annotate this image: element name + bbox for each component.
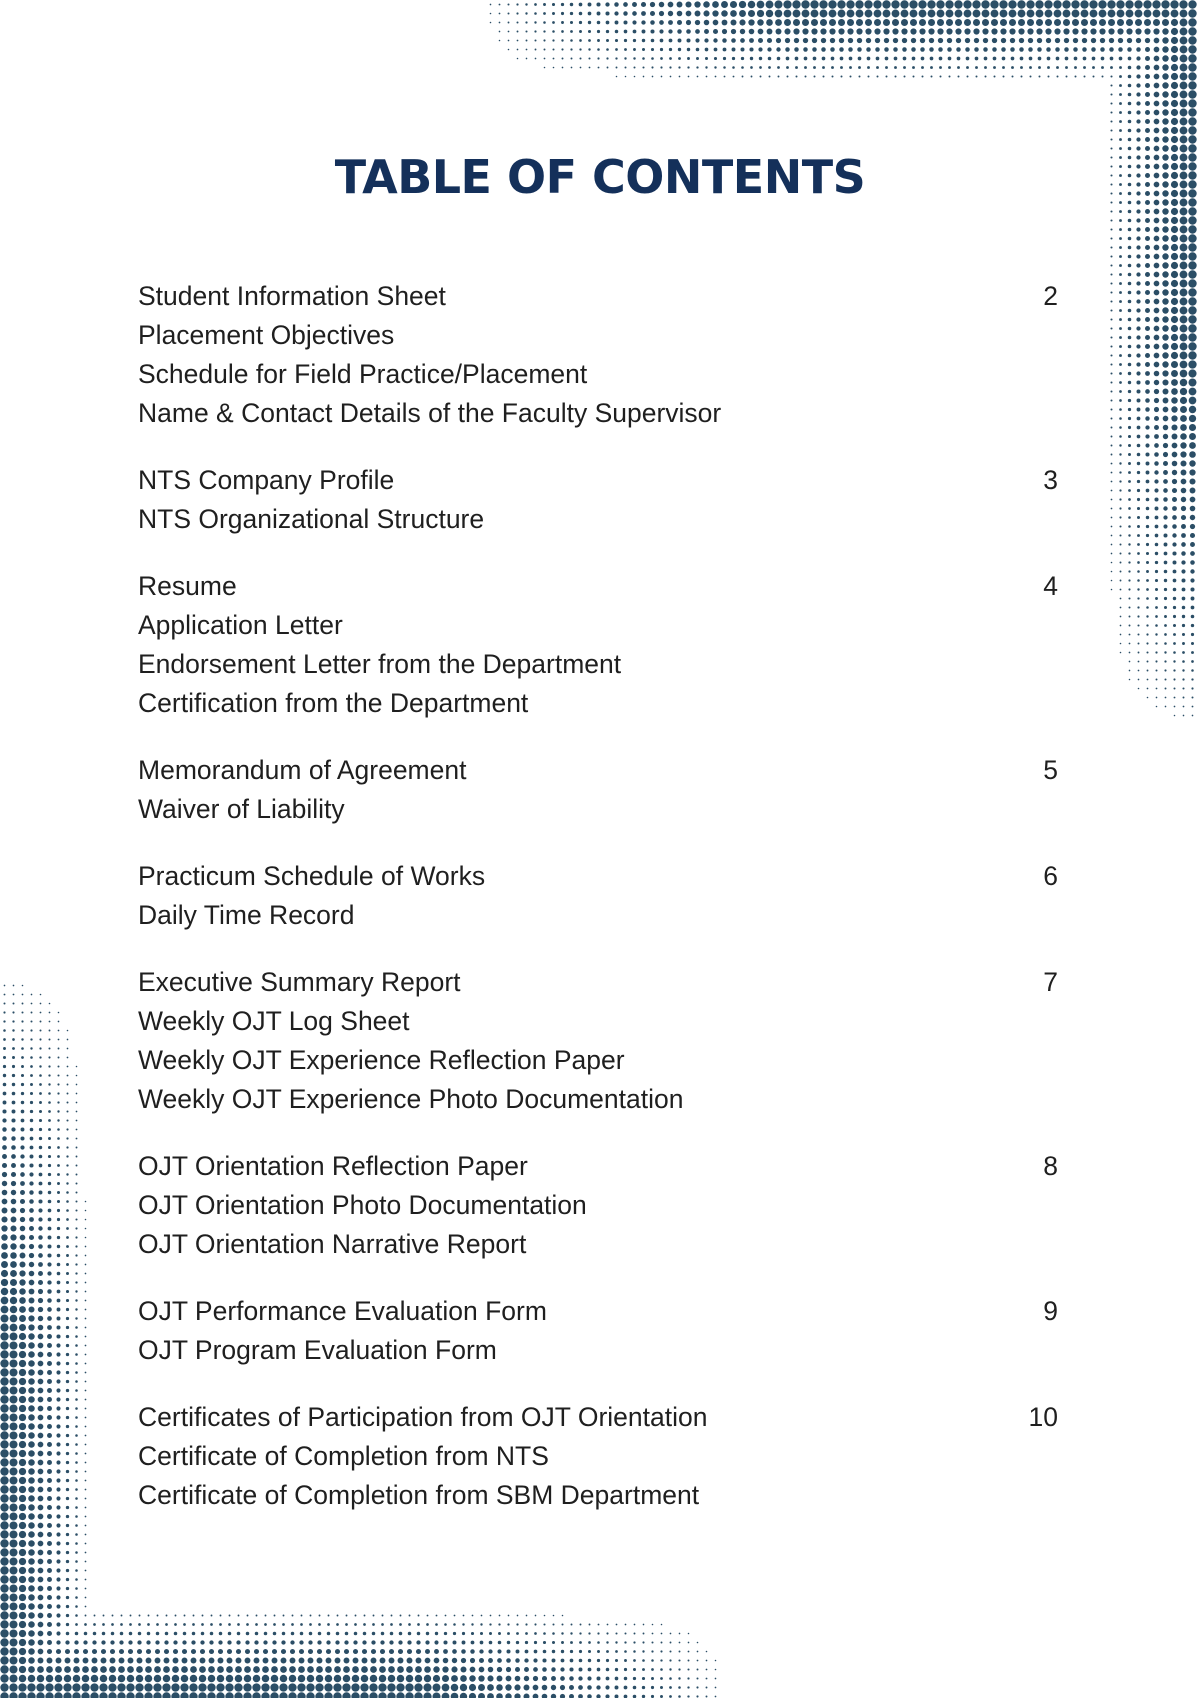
toc-entry[interactable]: Weekly OJT Experience Reflection Paper [138,1045,625,1075]
toc-entry[interactable]: Certificate of Completion from SBM Department [138,1480,700,1510]
toc-entry[interactable]: OJT Orientation Reflection Paper [138,1151,528,1181]
toc-page-number: 3 [1043,465,1058,495]
toc-entry[interactable]: NTS Organizational Structure [138,504,485,534]
toc-entry[interactable]: Daily Time Record [138,900,355,930]
toc-entry[interactable]: Memorandum of Agreement [138,755,467,785]
toc-page-number: 5 [1043,755,1058,785]
toc-group [138,1292,1058,1370]
toc-group [138,963,1058,1119]
toc-entry[interactable]: Name & Contact Details of the Faculty Supervisor [138,398,722,428]
toc-page-number: 10 [1028,1402,1058,1432]
toc-page-number: 7 [1043,967,1058,997]
toc-entry[interactable]: Certificates of Participation from OJT Orientation [138,1402,708,1432]
table-of-contents [138,277,1058,1543]
toc-entry[interactable]: Resume [138,571,237,601]
toc-group [138,1147,1058,1264]
toc-group [138,857,1058,935]
toc-entry[interactable]: Practicum Schedule of Works [138,861,486,891]
toc-entry[interactable]: OJT Orientation Narrative Report [138,1229,527,1259]
page-title: TABLE OF CONTENTS [334,150,866,204]
toc-entry[interactable]: Application Letter [138,610,343,640]
toc-group [138,751,1058,829]
toc-page-number: 2 [1043,281,1058,311]
toc-entry[interactable]: Schedule for Field Practice/Placement [138,359,588,389]
toc-entry[interactable]: OJT Performance Evaluation Form [138,1296,547,1326]
toc-entry[interactable]: Endorsement Letter from the Department [138,649,622,679]
toc-entry[interactable]: Certificate of Completion from NTS [138,1441,549,1471]
toc-page-number: 9 [1043,1296,1058,1326]
toc-entry[interactable]: OJT Orientation Photo Documentation [138,1190,587,1220]
toc-entry[interactable]: OJT Program Evaluation Form [138,1335,497,1365]
toc-entry[interactable]: NTS Company Profile [138,465,395,495]
toc-group [138,461,1058,539]
toc-group [138,1398,1058,1515]
toc-entry[interactable]: Weekly OJT Log Sheet [138,1006,410,1036]
toc-page-number: 4 [1043,571,1058,601]
toc-group [138,567,1058,723]
toc-entry[interactable]: Student Information Sheet [138,281,446,311]
toc-entry[interactable]: Placement Objectives [138,320,395,350]
toc-entry[interactable]: Certification from the Department [138,688,529,718]
toc-page-number: 8 [1043,1151,1058,1181]
toc-entry[interactable]: Executive Summary Report [138,967,461,997]
toc-entry[interactable]: Weekly OJT Experience Photo Documentation [138,1084,684,1114]
toc-entry[interactable]: Waiver of Liability [138,794,345,824]
toc-group [138,277,1058,433]
toc-page-number: 6 [1043,861,1058,891]
